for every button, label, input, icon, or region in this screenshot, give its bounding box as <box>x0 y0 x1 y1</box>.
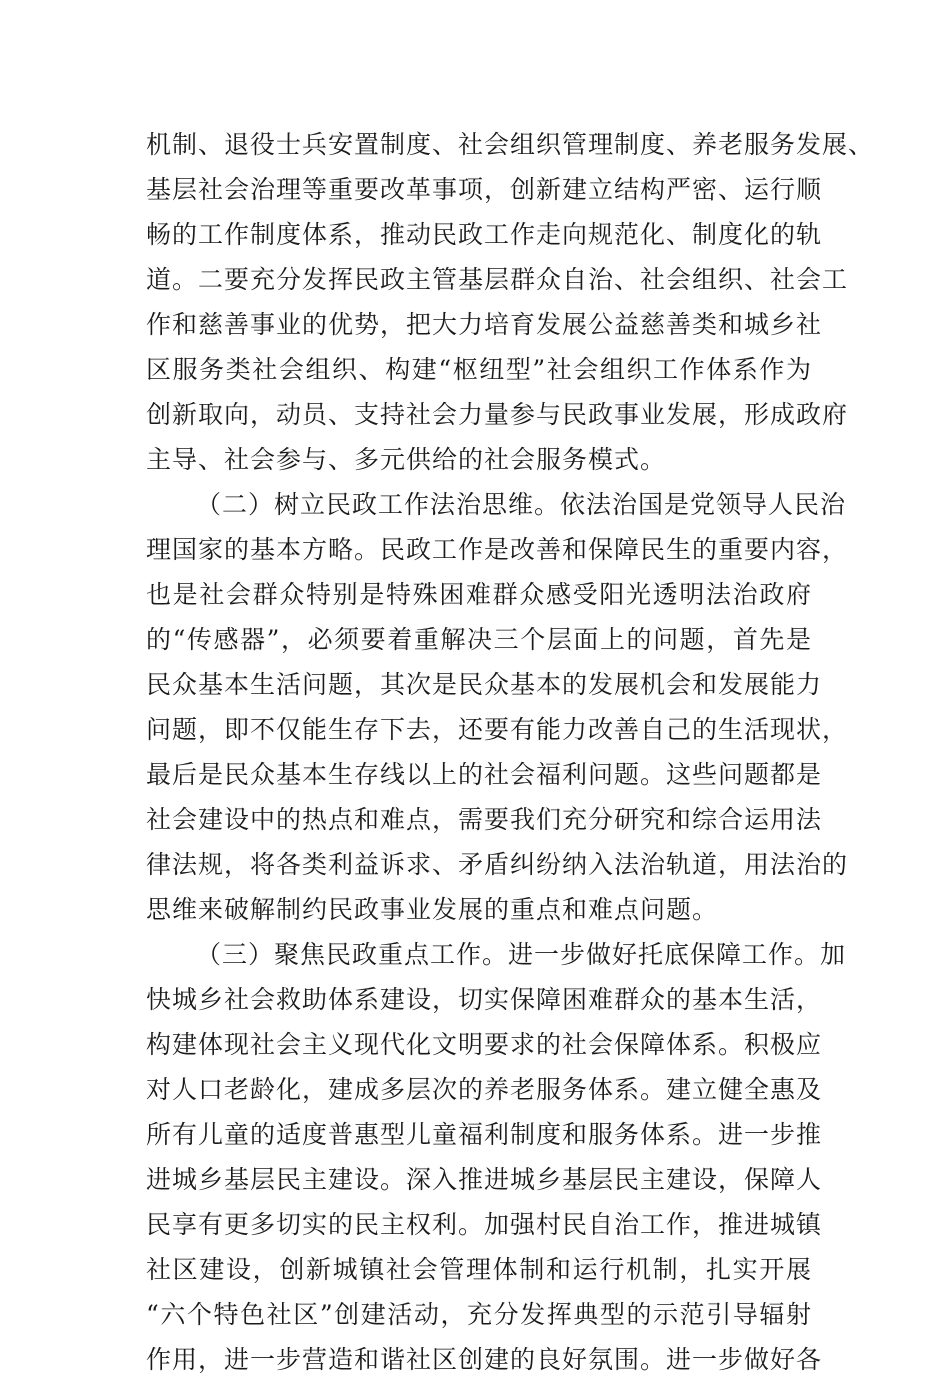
text-line: 最后是民众基本生存线以上的社会福利问题。这些问题都是 <box>146 760 823 789</box>
text-line: 区服务类社会组织、构建“枢纽型”社会组织工作体系作为 <box>146 355 812 384</box>
text-line: 的“传感器”，必须要着重解决三个层面上的问题，首先是 <box>146 625 812 654</box>
text-line: 快城乡社会救助体系建设，切实保障困难群众的基本生活， <box>146 985 823 1014</box>
text-line: 社区建设，创新城镇社会管理体制和运行机制，扎实开展 <box>146 1255 812 1284</box>
text-line: “六个特色社区”创建活动，充分发挥典型的示范引导辐射 <box>146 1300 812 1329</box>
text-line: （二）树立民政工作法治思维。依法治国是党领导人民治 <box>196 490 847 519</box>
text-line: 民众基本生活问题，其次是民众基本的发展机会和发展能力 <box>146 670 823 699</box>
text-line: 创新取向，动员、支持社会力量参与民政事业发展，形成政府 <box>146 400 849 429</box>
text-line: 所有儿童的适度普惠型儿童福利制度和服务体系。进一步推 <box>146 1120 823 1149</box>
text-line: 作用，进一步营造和谐社区创建的良好氛围。进一步做好各 <box>146 1345 823 1374</box>
text-line: 构建体现社会主义现代化文明要求的社会保障体系。积极应 <box>146 1030 823 1059</box>
text-line: 对人口老龄化，建成多层次的养老服务体系。建立健全惠及 <box>146 1075 823 1104</box>
text-line: 思维来破解制约民政事业发展的重点和难点问题。 <box>146 895 719 924</box>
body-text <box>146 122 875 1382</box>
text-line: （三）聚焦民政重点工作。进一步做好托底保障工作。加 <box>196 940 847 969</box>
text-line: 也是社会群众特别是特殊困难群众感受阳光透明法治政府 <box>146 580 812 609</box>
text-line: 律法规，将各类利益诉求、矛盾纠纷纳入法治轨道，用法治的 <box>146 850 849 879</box>
text-line: 畅的工作制度体系，推动民政工作走向规范化、制度化的轨 <box>146 220 823 249</box>
text-line: 民享有更多切实的民主权利。加强村民自治工作，推进城镇 <box>146 1210 823 1239</box>
text-line: 作和慈善事业的优势，把大力培育发展公益慈善类和城乡社 <box>146 310 823 339</box>
text-line: 主导、社会参与、多元供给的社会服务模式。 <box>146 445 667 474</box>
text-line: 基层社会治理等重要改革事项，创新建立结构严密、运行顺 <box>146 175 823 204</box>
text-line: 进城乡基层民主建设。深入推进城乡基层民主建设，保障人 <box>146 1165 823 1194</box>
text-line: 道。二要充分发挥民政主管基层群众自治、社会组织、社会工 <box>146 265 849 294</box>
text-line: 机制、退役士兵安置制度、社会组织管理制度、养老服务发展、 <box>146 130 875 159</box>
text-line: 理国家的基本方略。民政工作是改善和保障民生的重要内容， <box>146 535 849 564</box>
text-line: 社会建设中的热点和难点，需要我们充分研究和综合运用法 <box>146 805 823 834</box>
text-line: 问题，即不仅能生存下去，还要有能力改善自己的生活现状， <box>146 715 849 744</box>
